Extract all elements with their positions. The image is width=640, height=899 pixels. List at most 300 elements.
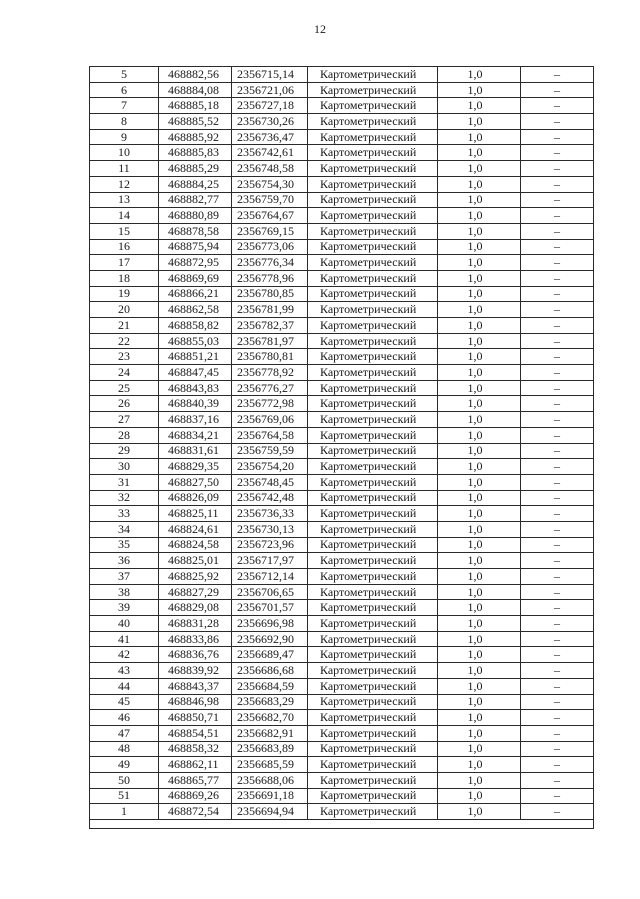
description-cell: –: [521, 286, 594, 302]
point-number-cell: 35: [90, 537, 159, 553]
x-coordinate-cell: 468839,92: [159, 663, 232, 679]
point-number-cell: 43: [90, 663, 159, 679]
y-coordinate-cell: 2356736,33: [232, 506, 308, 522]
accuracy-cell: 1,0: [438, 710, 521, 726]
table-row: [90, 380, 594, 396]
table-row: [90, 663, 594, 679]
point-number-cell: 20: [90, 302, 159, 318]
y-coordinate-cell: 2356689,47: [232, 647, 308, 663]
accuracy-cell: 1,0: [438, 694, 521, 710]
accuracy-cell: 1,0: [438, 788, 521, 804]
y-coordinate-cell: 2356706,65: [232, 584, 308, 600]
y-coordinate-cell: 2356776,27: [232, 380, 308, 396]
accuracy-cell: 1,0: [438, 521, 521, 537]
description-cell: –: [521, 474, 594, 490]
description-cell: –: [521, 521, 594, 537]
accuracy-cell: 1,0: [438, 600, 521, 616]
accuracy-cell: 1,0: [438, 647, 521, 663]
x-coordinate-cell: 468825,01: [159, 553, 232, 569]
description-cell: –: [521, 694, 594, 710]
y-coordinate-cell: 2356748,45: [232, 474, 308, 490]
method-cell: Картометрический: [308, 725, 438, 741]
y-coordinate-cell: 2356686,68: [232, 663, 308, 679]
point-number-cell: 42: [90, 647, 159, 663]
method-cell: Картометрический: [308, 772, 438, 788]
y-coordinate-cell: 2356684,59: [232, 678, 308, 694]
description-cell: –: [521, 67, 594, 83]
y-coordinate-cell: 2356715,14: [232, 67, 308, 83]
x-coordinate-cell: 468826,09: [159, 490, 232, 506]
y-coordinate-cell: 2356696,98: [232, 616, 308, 632]
accuracy-cell: 1,0: [438, 490, 521, 506]
point-number-cell: 11: [90, 161, 159, 177]
table-row: [90, 757, 594, 773]
y-coordinate-cell: 2356730,26: [232, 114, 308, 130]
method-cell: Картометрический: [308, 145, 438, 161]
point-number-cell: 36: [90, 553, 159, 569]
y-coordinate-cell: 2356780,85: [232, 286, 308, 302]
description-cell: –: [521, 318, 594, 334]
y-coordinate-cell: 2356723,96: [232, 537, 308, 553]
point-number-cell: 29: [90, 443, 159, 459]
point-number-cell: 21: [90, 318, 159, 334]
point-number-cell: 37: [90, 569, 159, 585]
description-cell: –: [521, 145, 594, 161]
table-row: [90, 647, 594, 663]
y-coordinate-cell: 2356759,70: [232, 192, 308, 208]
y-coordinate-cell: 2356754,30: [232, 176, 308, 192]
accuracy-cell: 1,0: [438, 584, 521, 600]
y-coordinate-cell: 2356742,61: [232, 145, 308, 161]
point-number-cell: 25: [90, 380, 159, 396]
x-coordinate-cell: 468869,69: [159, 270, 232, 286]
description-cell: –: [521, 380, 594, 396]
description-cell: –: [521, 114, 594, 130]
description-cell: –: [521, 349, 594, 365]
x-coordinate-cell: 468827,50: [159, 474, 232, 490]
point-number-cell: 23: [90, 349, 159, 365]
point-number-cell: 16: [90, 239, 159, 255]
method-cell: Картометрический: [308, 584, 438, 600]
accuracy-cell: 1,0: [438, 459, 521, 475]
x-coordinate-cell: 468855,03: [159, 333, 232, 349]
method-cell: Картометрический: [308, 474, 438, 490]
x-coordinate-cell: 468866,21: [159, 286, 232, 302]
method-cell: Картометрический: [308, 694, 438, 710]
accuracy-cell: 1,0: [438, 631, 521, 647]
point-number-cell: 1: [90, 804, 159, 820]
x-coordinate-cell: 468831,28: [159, 616, 232, 632]
point-number-cell: 40: [90, 616, 159, 632]
x-coordinate-cell: 468858,32: [159, 741, 232, 757]
y-coordinate-cell: 2356748,58: [232, 161, 308, 177]
method-cell: Картометрический: [308, 129, 438, 145]
table-row: [90, 772, 594, 788]
description-cell: –: [521, 98, 594, 114]
y-coordinate-cell: 2356773,06: [232, 239, 308, 255]
accuracy-cell: 1,0: [438, 741, 521, 757]
x-coordinate-cell: 468840,39: [159, 396, 232, 412]
description-cell: –: [521, 537, 594, 553]
method-cell: Картометрический: [308, 788, 438, 804]
method-cell: Картометрический: [308, 678, 438, 694]
table-row: [90, 98, 594, 114]
y-coordinate-cell: 2356782,37: [232, 318, 308, 334]
accuracy-cell: 1,0: [438, 537, 521, 553]
table-row: [90, 584, 594, 600]
y-coordinate-cell: 2356764,58: [232, 427, 308, 443]
accuracy-cell: 1,0: [438, 443, 521, 459]
table-row: [90, 631, 594, 647]
table-row: [90, 788, 594, 804]
accuracy-cell: 1,0: [438, 114, 521, 130]
page-number: 12: [314, 22, 326, 36]
method-cell: Картометрический: [308, 490, 438, 506]
method-cell: Картометрический: [308, 569, 438, 585]
method-cell: Картометрический: [308, 318, 438, 334]
point-number-cell: 51: [90, 788, 159, 804]
accuracy-cell: 1,0: [438, 569, 521, 585]
description-cell: –: [521, 176, 594, 192]
description-cell: –: [521, 208, 594, 224]
y-coordinate-cell: 2356754,20: [232, 459, 308, 475]
accuracy-cell: 1,0: [438, 98, 521, 114]
method-cell: Картометрический: [308, 757, 438, 773]
point-number-cell: 33: [90, 506, 159, 522]
point-number-cell: 27: [90, 412, 159, 428]
accuracy-cell: 1,0: [438, 302, 521, 318]
description-cell: –: [521, 678, 594, 694]
table-row: [90, 412, 594, 428]
coordinates-table: [89, 66, 594, 829]
method-cell: Картометрический: [308, 600, 438, 616]
accuracy-cell: 1,0: [438, 506, 521, 522]
y-coordinate-cell: 2356694,94: [232, 804, 308, 820]
description-cell: –: [521, 270, 594, 286]
table-row: [90, 804, 594, 820]
point-number-cell: 19: [90, 286, 159, 302]
description-cell: –: [521, 302, 594, 318]
accuracy-cell: 1,0: [438, 427, 521, 443]
point-number-cell: 34: [90, 521, 159, 537]
y-coordinate-cell: 2356701,57: [232, 600, 308, 616]
x-coordinate-cell: 468885,29: [159, 161, 232, 177]
description-cell: –: [521, 741, 594, 757]
point-number-cell: 14: [90, 208, 159, 224]
method-cell: Картометрический: [308, 270, 438, 286]
method-cell: Картометрический: [308, 380, 438, 396]
table-row: [90, 286, 594, 302]
x-coordinate-cell: 468880,89: [159, 208, 232, 224]
accuracy-cell: 1,0: [438, 380, 521, 396]
method-cell: Картометрический: [308, 412, 438, 428]
method-cell: Картометрический: [308, 396, 438, 412]
y-coordinate-cell: 2356778,96: [232, 270, 308, 286]
x-coordinate-cell: 468833,86: [159, 631, 232, 647]
empty-cell: [90, 820, 594, 829]
x-coordinate-cell: 468884,08: [159, 82, 232, 98]
table-row: [90, 270, 594, 286]
description-cell: –: [521, 788, 594, 804]
description-cell: –: [521, 443, 594, 459]
point-number-cell: 13: [90, 192, 159, 208]
table-row: [90, 129, 594, 145]
table-row: [90, 161, 594, 177]
description-cell: –: [521, 710, 594, 726]
method-cell: Картометрический: [308, 176, 438, 192]
table-row: [90, 223, 594, 239]
y-coordinate-cell: 2356736,47: [232, 129, 308, 145]
accuracy-cell: 1,0: [438, 67, 521, 83]
x-coordinate-cell: 468862,58: [159, 302, 232, 318]
point-number-cell: 50: [90, 772, 159, 788]
table-row: [90, 694, 594, 710]
y-coordinate-cell: 2356682,91: [232, 725, 308, 741]
description-cell: –: [521, 192, 594, 208]
point-number-cell: 46: [90, 710, 159, 726]
y-coordinate-cell: 2356682,70: [232, 710, 308, 726]
table-row: [90, 365, 594, 381]
table-row: [90, 318, 594, 334]
method-cell: Картометрический: [308, 616, 438, 632]
table-row: [90, 600, 594, 616]
x-coordinate-cell: 468837,16: [159, 412, 232, 428]
table-row: [90, 302, 594, 318]
method-cell: Картометрический: [308, 208, 438, 224]
description-cell: –: [521, 396, 594, 412]
method-cell: Картометрический: [308, 161, 438, 177]
table-row: [90, 239, 594, 255]
method-cell: Картометрический: [308, 114, 438, 130]
accuracy-cell: 1,0: [438, 223, 521, 239]
description-cell: –: [521, 490, 594, 506]
method-cell: Картометрический: [308, 710, 438, 726]
x-coordinate-cell: 468829,35: [159, 459, 232, 475]
accuracy-cell: 1,0: [438, 663, 521, 679]
table-row: [90, 616, 594, 632]
point-number-cell: 44: [90, 678, 159, 694]
x-coordinate-cell: 468824,61: [159, 521, 232, 537]
x-coordinate-cell: 468878,58: [159, 223, 232, 239]
x-coordinate-cell: 468825,92: [159, 569, 232, 585]
x-coordinate-cell: 468885,52: [159, 114, 232, 130]
table-row: [90, 255, 594, 271]
description-cell: –: [521, 584, 594, 600]
point-number-cell: 24: [90, 365, 159, 381]
point-number-cell: 15: [90, 223, 159, 239]
description-cell: –: [521, 223, 594, 239]
table-row: [90, 349, 594, 365]
table-row: [90, 176, 594, 192]
method-cell: Картометрический: [308, 647, 438, 663]
accuracy-cell: 1,0: [438, 239, 521, 255]
method-cell: Картометрический: [308, 98, 438, 114]
method-cell: Картометрический: [308, 506, 438, 522]
accuracy-cell: 1,0: [438, 318, 521, 334]
accuracy-cell: 1,0: [438, 678, 521, 694]
method-cell: Картометрический: [308, 521, 438, 537]
y-coordinate-cell: 2356727,18: [232, 98, 308, 114]
point-number-cell: 45: [90, 694, 159, 710]
accuracy-cell: 1,0: [438, 757, 521, 773]
method-cell: Картометрический: [308, 286, 438, 302]
x-coordinate-cell: 468869,26: [159, 788, 232, 804]
point-number-cell: 7: [90, 98, 159, 114]
description-cell: –: [521, 412, 594, 428]
x-coordinate-cell: 468865,77: [159, 772, 232, 788]
method-cell: Картометрический: [308, 239, 438, 255]
accuracy-cell: 1,0: [438, 396, 521, 412]
y-coordinate-cell: 2356691,18: [232, 788, 308, 804]
x-coordinate-cell: 468834,21: [159, 427, 232, 443]
point-number-cell: 5: [90, 67, 159, 83]
description-cell: –: [521, 161, 594, 177]
x-coordinate-cell: 468846,98: [159, 694, 232, 710]
y-coordinate-cell: 2356780,81: [232, 349, 308, 365]
description-cell: –: [521, 553, 594, 569]
y-coordinate-cell: 2356778,92: [232, 365, 308, 381]
y-coordinate-cell: 2356683,89: [232, 741, 308, 757]
x-coordinate-cell: 468872,95: [159, 255, 232, 271]
description-cell: –: [521, 616, 594, 632]
table-row: [90, 678, 594, 694]
y-coordinate-cell: 2356730,13: [232, 521, 308, 537]
accuracy-cell: 1,0: [438, 176, 521, 192]
point-number-cell: 17: [90, 255, 159, 271]
y-coordinate-cell: 2356764,67: [232, 208, 308, 224]
x-coordinate-cell: 468885,92: [159, 129, 232, 145]
x-coordinate-cell: 468884,25: [159, 176, 232, 192]
y-coordinate-cell: 2356742,48: [232, 490, 308, 506]
accuracy-cell: 1,0: [438, 804, 521, 820]
y-coordinate-cell: 2356712,14: [232, 569, 308, 585]
y-coordinate-cell: 2356717,97: [232, 553, 308, 569]
method-cell: Картометрический: [308, 223, 438, 239]
table-row: [90, 741, 594, 757]
table-row: [90, 443, 594, 459]
table-row: [90, 208, 594, 224]
description-cell: –: [521, 725, 594, 741]
table-row: [90, 114, 594, 130]
point-number-cell: 49: [90, 757, 159, 773]
x-coordinate-cell: 468847,45: [159, 365, 232, 381]
description-cell: –: [521, 459, 594, 475]
method-cell: Картометрический: [308, 804, 438, 820]
table-row: [90, 521, 594, 537]
method-cell: Картометрический: [308, 255, 438, 271]
x-coordinate-cell: 468829,08: [159, 600, 232, 616]
table-row: [90, 569, 594, 585]
x-coordinate-cell: 468882,77: [159, 192, 232, 208]
point-number-cell: 41: [90, 631, 159, 647]
table-row: [90, 67, 594, 83]
x-coordinate-cell: 468831,61: [159, 443, 232, 459]
y-coordinate-cell: 2356776,34: [232, 255, 308, 271]
accuracy-cell: 1,0: [438, 129, 521, 145]
table-row: [90, 427, 594, 443]
table-row: [90, 490, 594, 506]
point-number-cell: 8: [90, 114, 159, 130]
table-row: [90, 396, 594, 412]
y-coordinate-cell: 2356683,29: [232, 694, 308, 710]
x-coordinate-cell: 468885,18: [159, 98, 232, 114]
x-coordinate-cell: 468862,11: [159, 757, 232, 773]
description-cell: –: [521, 600, 594, 616]
x-coordinate-cell: 468875,94: [159, 239, 232, 255]
accuracy-cell: 1,0: [438, 616, 521, 632]
accuracy-cell: 1,0: [438, 553, 521, 569]
method-cell: Картометрический: [308, 82, 438, 98]
x-coordinate-cell: 468885,83: [159, 145, 232, 161]
accuracy-cell: 1,0: [438, 772, 521, 788]
method-cell: Картометрический: [308, 553, 438, 569]
accuracy-cell: 1,0: [438, 161, 521, 177]
x-coordinate-cell: 468824,58: [159, 537, 232, 553]
method-cell: Картометрический: [308, 443, 438, 459]
point-number-cell: 22: [90, 333, 159, 349]
y-coordinate-cell: 2356692,90: [232, 631, 308, 647]
description-cell: –: [521, 365, 594, 381]
accuracy-cell: 1,0: [438, 474, 521, 490]
point-number-cell: 26: [90, 396, 159, 412]
point-number-cell: 30: [90, 459, 159, 475]
point-number-cell: 32: [90, 490, 159, 506]
point-number-cell: 10: [90, 145, 159, 161]
x-coordinate-cell: 468850,71: [159, 710, 232, 726]
accuracy-cell: 1,0: [438, 349, 521, 365]
y-coordinate-cell: 2356772,98: [232, 396, 308, 412]
method-cell: Картометрический: [308, 333, 438, 349]
description-cell: –: [521, 757, 594, 773]
x-coordinate-cell: 468827,29: [159, 584, 232, 600]
table-row: [90, 725, 594, 741]
x-coordinate-cell: 468836,76: [159, 647, 232, 663]
x-coordinate-cell: 468825,11: [159, 506, 232, 522]
method-cell: Картометрический: [308, 67, 438, 83]
method-cell: Картометрический: [308, 741, 438, 757]
table-row: [90, 333, 594, 349]
x-coordinate-cell: 468843,83: [159, 380, 232, 396]
y-coordinate-cell: 2356781,99: [232, 302, 308, 318]
table-row: [90, 82, 594, 98]
accuracy-cell: 1,0: [438, 412, 521, 428]
point-number-cell: 47: [90, 725, 159, 741]
point-number-cell: 6: [90, 82, 159, 98]
accuracy-cell: 1,0: [438, 192, 521, 208]
accuracy-cell: 1,0: [438, 333, 521, 349]
description-cell: –: [521, 663, 594, 679]
point-number-cell: 38: [90, 584, 159, 600]
point-number-cell: 18: [90, 270, 159, 286]
x-coordinate-cell: 468854,51: [159, 725, 232, 741]
method-cell: Картометрический: [308, 663, 438, 679]
table-row: [90, 710, 594, 726]
x-coordinate-cell: 468872,54: [159, 804, 232, 820]
description-cell: –: [521, 129, 594, 145]
accuracy-cell: 1,0: [438, 255, 521, 271]
method-cell: Картометрический: [308, 302, 438, 318]
method-cell: Картометрический: [308, 365, 438, 381]
description-cell: –: [521, 255, 594, 271]
coordinates-table-body: [90, 67, 594, 829]
accuracy-cell: 1,0: [438, 365, 521, 381]
accuracy-cell: 1,0: [438, 145, 521, 161]
description-cell: –: [521, 772, 594, 788]
description-cell: –: [521, 631, 594, 647]
point-number-cell: 48: [90, 741, 159, 757]
description-cell: –: [521, 506, 594, 522]
table-row: [90, 506, 594, 522]
